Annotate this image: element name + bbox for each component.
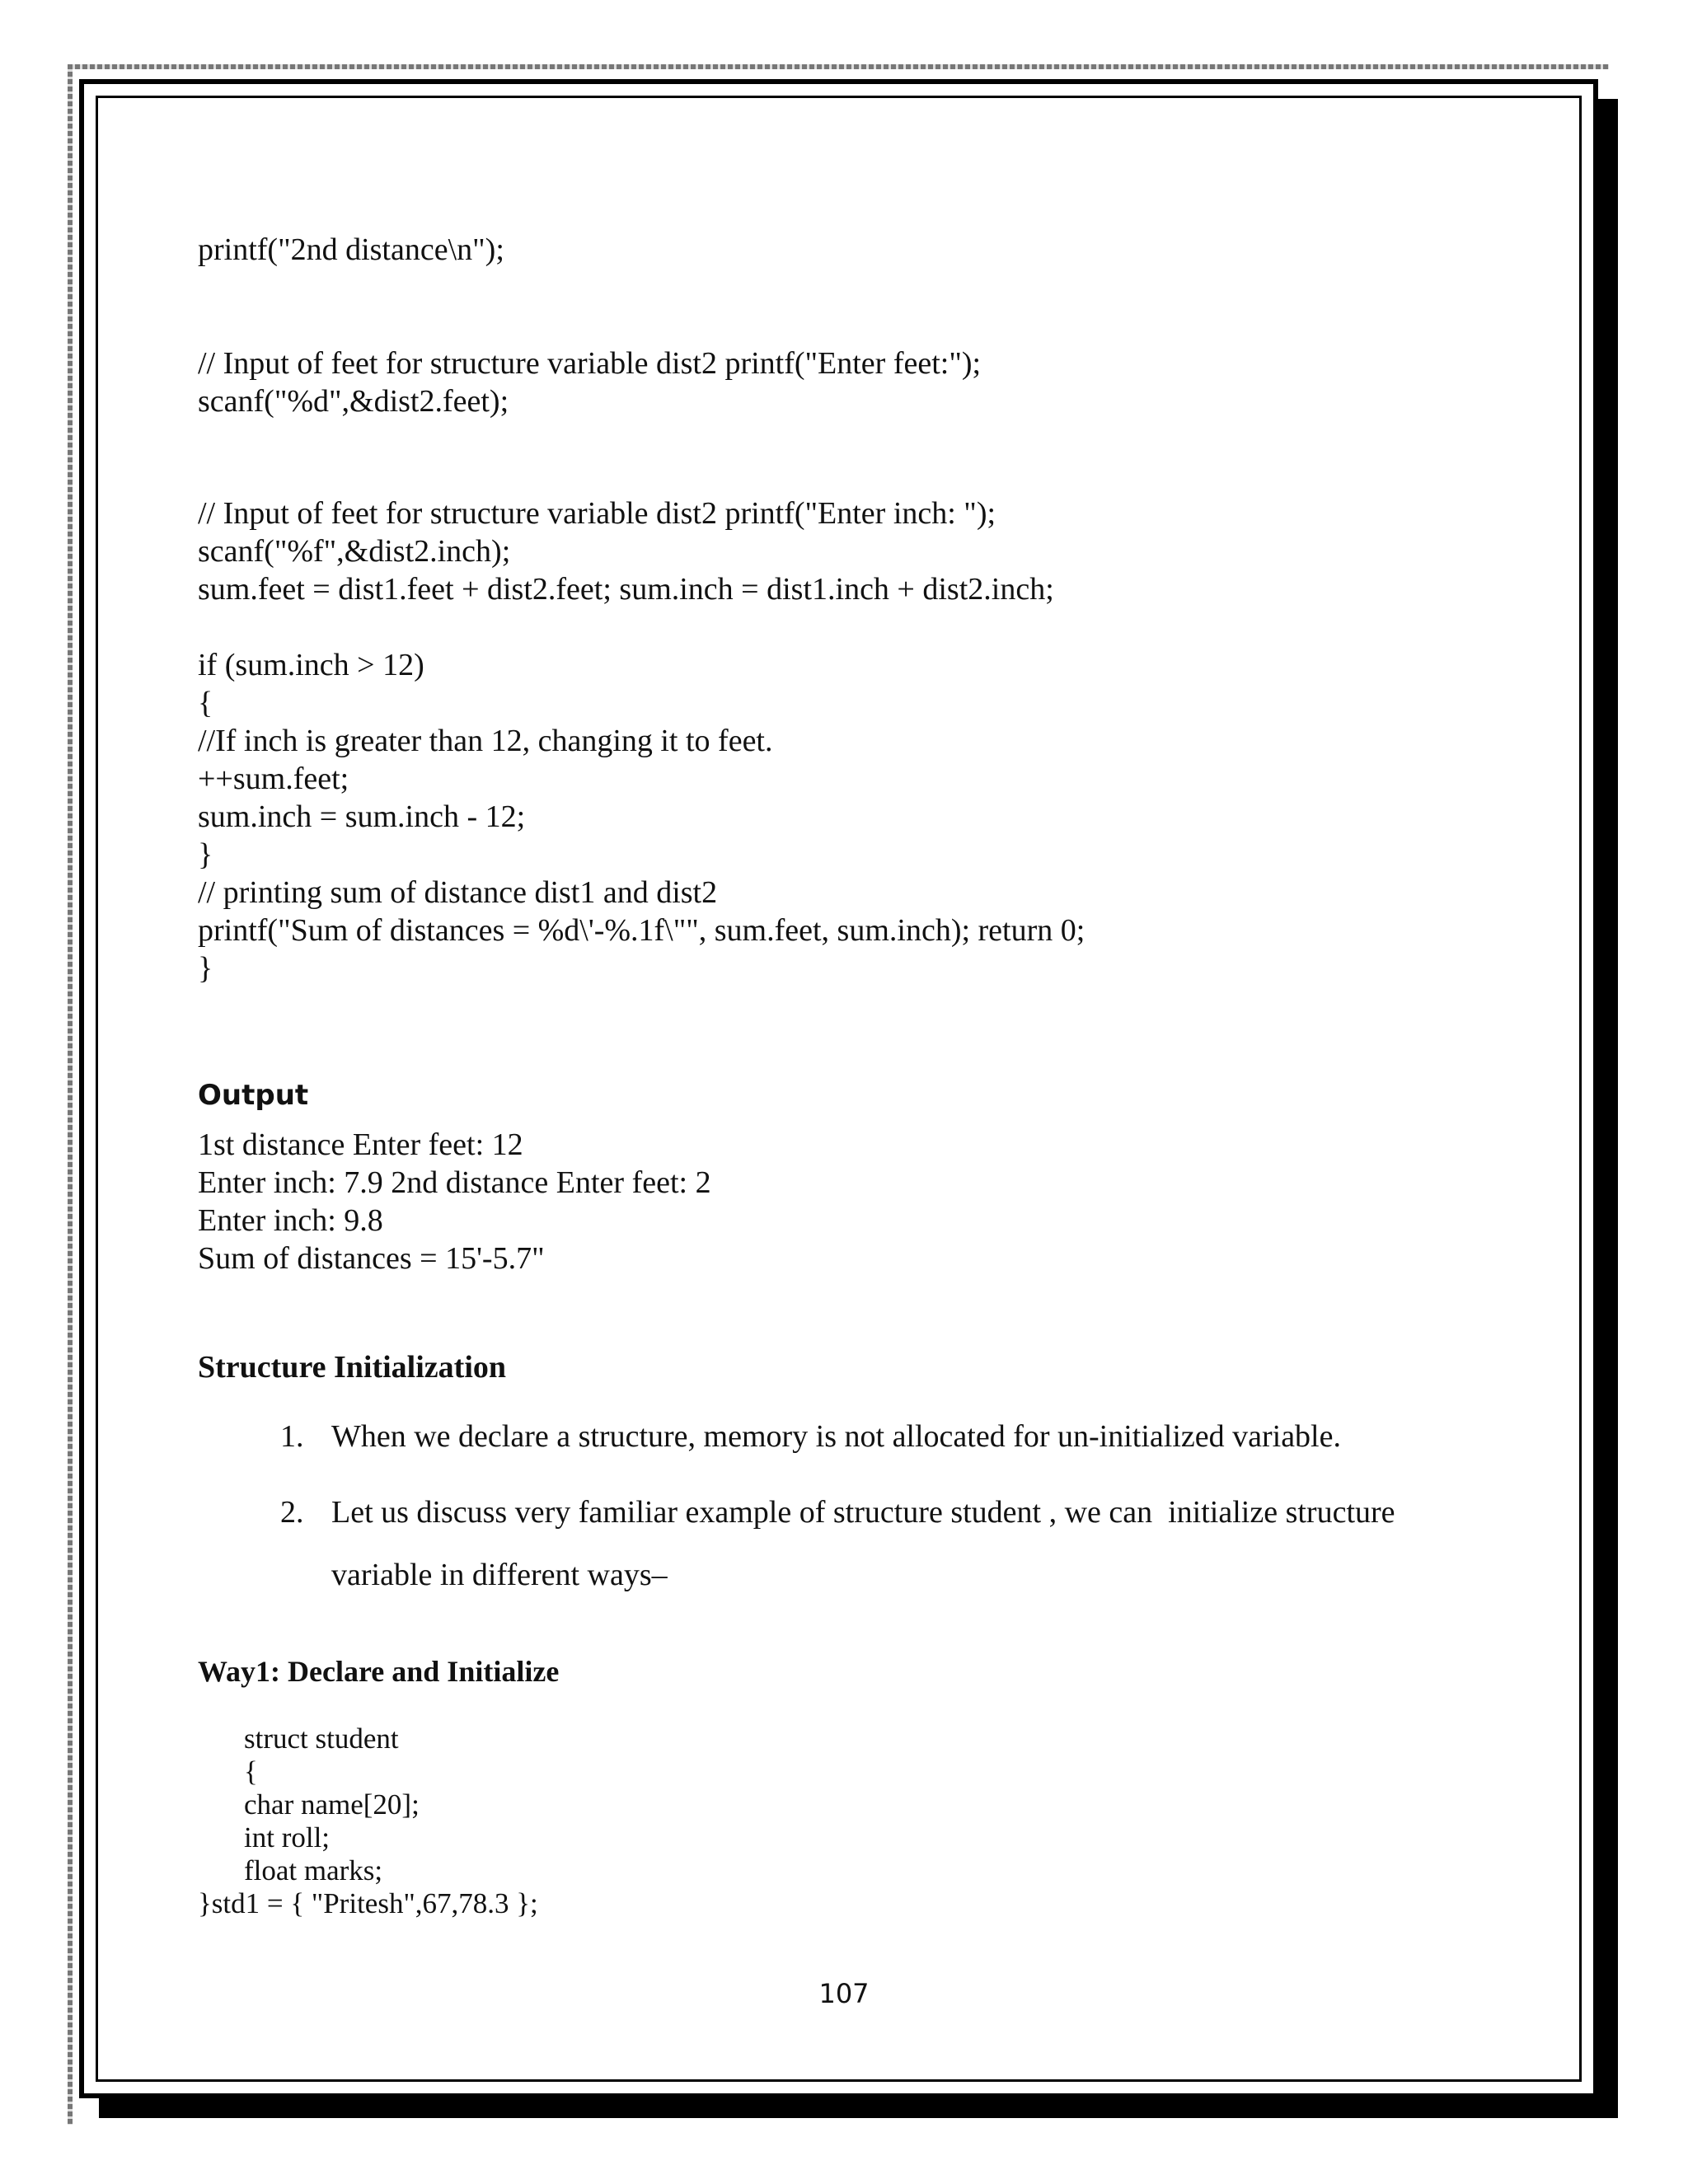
- list-item-text: When we declare a structure, memory is not allocated for un-initialized variable.: [331, 1419, 1341, 1454]
- way1-heading: Way1: Declare and Initialize: [198, 1655, 560, 1688]
- code-line: {: [244, 1755, 258, 1788]
- output-heading: Output: [198, 1079, 309, 1112]
- section-heading: Structure Initialization: [198, 1350, 507, 1385]
- page-number: 107: [818, 1978, 870, 2009]
- code-line: ++sum.feet;: [198, 762, 349, 796]
- code-line: printf("Sum of distances = %d\'-%.1f\"", sum.feet, sum.inch); return 0;: [198, 913, 1085, 948]
- code-line: char name[20];: [244, 1788, 420, 1821]
- code-line: }: [198, 951, 213, 986]
- code-line: sum.feet = dist1.feet + dist2.feet; sum.inch = dist1.inch + dist2.inch;: [198, 572, 1054, 607]
- code-line: printf("2nd distance\n");: [198, 232, 504, 267]
- output-line: Sum of distances = 15'-5.7": [198, 1241, 545, 1276]
- list-item-text: Let us discuss very familiar example of structure student , we can initialize structure: [331, 1495, 1395, 1530]
- list-item-number: 2.: [280, 1495, 304, 1530]
- code-line: sum.inch = sum.inch - 12;: [198, 799, 526, 834]
- output-line: 1st distance Enter feet: 12: [198, 1127, 523, 1162]
- code-line: }: [198, 837, 213, 872]
- decorative-border-top: [68, 64, 1609, 69]
- list-item-number: 1.: [280, 1419, 304, 1454]
- code-line: struct student: [244, 1722, 399, 1755]
- code-line: // printing sum of distance dist1 and dist2: [198, 875, 718, 910]
- output-line: Enter inch: 9.8: [198, 1203, 383, 1238]
- code-line: // Input of feet for structure variable dist2 printf("Enter inch: ");: [198, 496, 996, 531]
- code-line: }std1 = { "Pritesh",67,78.3 };: [198, 1887, 538, 1919]
- code-line: int roll;: [244, 1821, 331, 1854]
- code-line: // Input of feet for structure variable dist2 printf("Enter feet:");: [198, 346, 982, 381]
- code-line: scanf("%f",&dist2.inch);: [198, 534, 511, 569]
- list-item-text: variable in different ways–: [331, 1558, 668, 1592]
- code-line: scanf("%d",&dist2.feet);: [198, 384, 509, 419]
- code-line: float marks;: [244, 1854, 383, 1886]
- output-line: Enter inch: 7.9 2nd distance Enter feet: 2: [198, 1165, 711, 1200]
- code-line: if (sum.inch > 12): [198, 648, 424, 682]
- code-line: //If inch is greater than 12, changing it to feet.: [198, 724, 773, 758]
- decorative-border-left: [68, 64, 73, 2125]
- code-line: {: [198, 686, 213, 720]
